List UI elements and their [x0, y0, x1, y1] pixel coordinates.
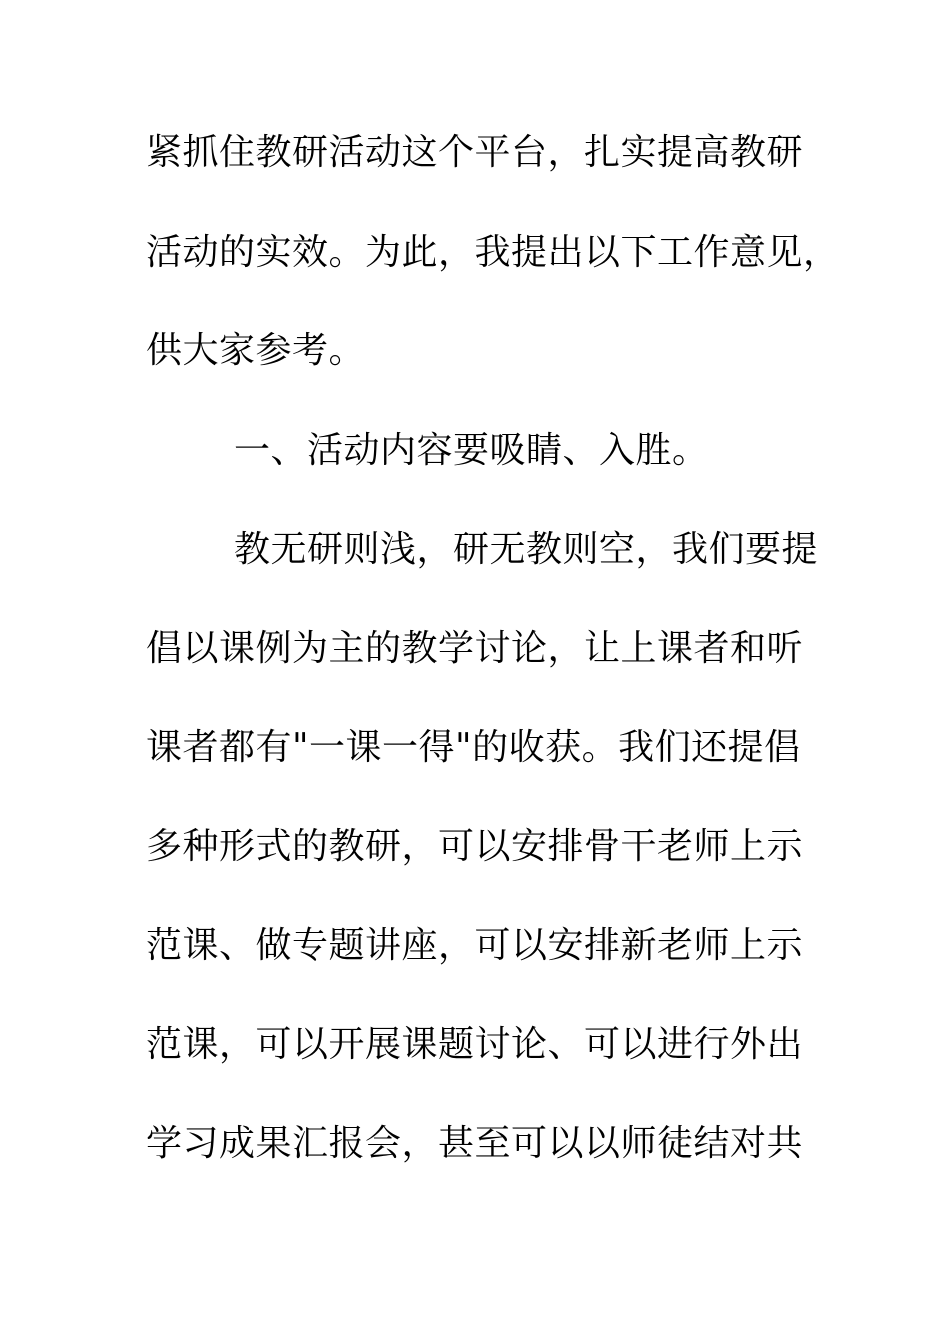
- text-line-3: 供大家参考。: [146, 330, 366, 371]
- paragraph-start-line: 教无研则浅，研无教则空，我们要提: [234, 529, 819, 570]
- text-line-8: 多种形式的教研，可以安排骨干老师上示: [146, 826, 804, 867]
- text-line-11: 学习成果汇报会，甚至可以以师徒结对共: [146, 1123, 804, 1164]
- text-line-10: 范课，可以开展课题讨论、可以进行外出: [146, 1024, 804, 1065]
- text-line-7: 课者都有"一课一得"的收获。我们还提倡: [146, 727, 801, 768]
- text-line-2: 活动的实效。为此，我提出以下工作意见，: [146, 232, 840, 273]
- text-line-9: 范课、做专题讲座，可以安排新老师上示: [146, 925, 804, 966]
- text-line-6: 倡以课例为主的教学讨论，让上课者和听: [146, 628, 804, 669]
- section-heading: 一、活动内容要吸睛、入胜。: [234, 430, 709, 471]
- text-line-1: 紧抓住教研活动这个平台，扎实提高教研: [146, 132, 804, 173]
